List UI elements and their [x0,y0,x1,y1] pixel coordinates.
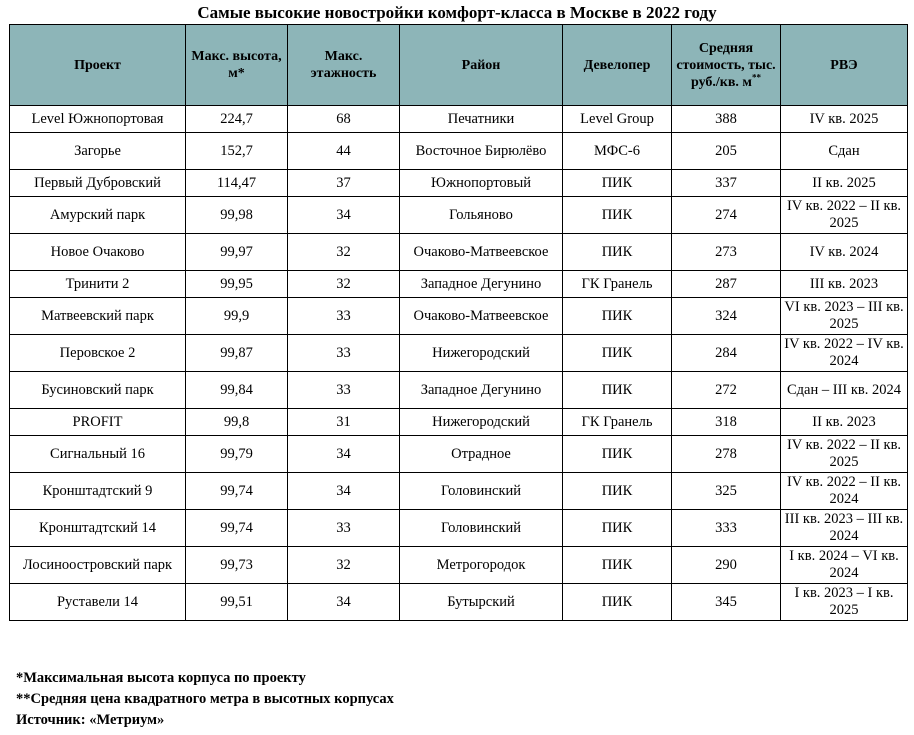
cell-height: 152,7 [186,133,288,170]
cell-developer: ГК Гранель [563,271,672,298]
table-row [10,372,908,409]
header-floors: Макс. этажность [288,25,400,106]
cell-project: Кронштадтский 14 [10,510,186,547]
cell-project: PROFIT [10,409,186,436]
cell-height: 224,7 [186,106,288,133]
cell-rve: IV кв. 2022 – II кв. 2024 [781,473,908,510]
table-row [10,584,908,621]
cell-price: 278 [672,436,781,473]
cell-developer: ПИК [563,473,672,510]
cell-rve: IV кв. 2022 – II кв. 2025 [781,197,908,234]
cell-floors: 34 [288,584,400,621]
cell-district: Южнопортовый [400,170,563,197]
cell-price: 333 [672,510,781,547]
cell-floors: 34 [288,197,400,234]
cell-price: 284 [672,335,781,372]
cell-developer: ПИК [563,298,672,335]
cell-rve: I кв. 2023 – I кв. 2025 [781,584,908,621]
cell-rve: IV кв. 2022 – II кв. 2025 [781,436,908,473]
cell-project: Загорье [10,133,186,170]
table-body [10,106,908,621]
cell-project: Кронштадтский 9 [10,473,186,510]
cell-rve: II кв. 2023 [781,409,908,436]
cell-price: 345 [672,584,781,621]
cell-project: Перовское 2 [10,335,186,372]
cell-height: 99,97 [186,234,288,271]
cell-price: 337 [672,170,781,197]
cell-floors: 32 [288,547,400,584]
cell-floors: 33 [288,510,400,547]
cell-district: Бутырский [400,584,563,621]
cell-project: Амурский парк [10,197,186,234]
cell-height: 99,74 [186,510,288,547]
footnotes [16,668,394,731]
cell-district: Восточное Бирюлёво [400,133,563,170]
table-row [10,436,908,473]
cell-height: 99,9 [186,298,288,335]
cell-rve: III кв. 2023 [781,271,908,298]
cell-district: Очаково-Матвеевское [400,234,563,271]
cell-developer: ПИК [563,510,672,547]
cell-floors: 31 [288,409,400,436]
header-rve: РВЭ [781,25,908,106]
cell-price: 287 [672,271,781,298]
cell-height: 99,87 [186,335,288,372]
cell-developer: ПИК [563,197,672,234]
cell-rve: VI кв. 2023 – III кв. 2025 [781,298,908,335]
cell-project: Первый Дубровский [10,170,186,197]
cell-floors: 32 [288,271,400,298]
header-district: Район [400,25,563,106]
cell-floors: 33 [288,335,400,372]
cell-price: 273 [672,234,781,271]
table-row [10,271,908,298]
cell-district: Западное Дегунино [400,372,563,409]
cell-district: Западное Дегунино [400,271,563,298]
cell-rve: IV кв. 2024 [781,234,908,271]
cell-price: 388 [672,106,781,133]
table-row [10,197,908,234]
cell-floors: 33 [288,372,400,409]
cell-project: Бусиновский парк [10,372,186,409]
cell-height: 99,74 [186,473,288,510]
cell-district: Печатники [400,106,563,133]
cell-rve: IV кв. 2022 – IV кв. 2024 [781,335,908,372]
cell-district: Головинский [400,473,563,510]
cell-price: 274 [672,197,781,234]
cell-height: 99,84 [186,372,288,409]
footnote-height: *Максимальная высота корпуса по проекту [16,670,306,686]
table-row [10,133,908,170]
cell-district: Нижегородский [400,335,563,372]
header-price-label: Средняя стоимость, тыс. руб./кв. м [676,40,776,90]
cell-floors: 34 [288,436,400,473]
cell-rve: Сдан – III кв. 2024 [781,372,908,409]
cell-developer: ПИК [563,436,672,473]
cell-height: 99,95 [186,271,288,298]
header-price [672,25,781,106]
header-project: Проект [10,25,186,106]
cell-price: 318 [672,409,781,436]
cell-district: Гольяново [400,197,563,234]
cell-project: Лосиноостровский парк [10,547,186,584]
header-price-footnote-mark: ** [751,71,761,82]
cell-price: 205 [672,133,781,170]
header-row [10,25,908,106]
cell-project: Level Южнопортовая [10,106,186,133]
cell-height: 99,79 [186,436,288,473]
cell-developer: Level Group [563,106,672,133]
footnote-price: **Средняя цена квадратного метра в высотных корпусах [16,691,394,707]
table-row [10,409,908,436]
table-row [10,234,908,271]
cell-floors: 44 [288,133,400,170]
cell-project: Тринити 2 [10,271,186,298]
cell-developer: ПИК [563,335,672,372]
cell-project: Новое Очаково [10,234,186,271]
cell-project: Руставели 14 [10,584,186,621]
cell-developer: ПИК [563,170,672,197]
table-row [10,335,908,372]
table-row [10,298,908,335]
cell-developer: ПИК [563,372,672,409]
cell-height: 99,73 [186,547,288,584]
cell-floors: 34 [288,473,400,510]
cell-district: Метрогородок [400,547,563,584]
cell-district: Отрадное [400,436,563,473]
cell-price: 324 [672,298,781,335]
cell-district: Нижегородский [400,409,563,436]
cell-rve: I кв. 2024 – VI кв. 2024 [781,547,908,584]
cell-developer: ПИК [563,234,672,271]
cell-floors: 37 [288,170,400,197]
cell-floors: 33 [288,298,400,335]
table-title: Самые высокие новостройки комфорт-класса в Москве в 2022 году [197,3,717,22]
table-row [10,547,908,584]
data-table [9,24,908,621]
cell-project: Матвеевский парк [10,298,186,335]
header-height: Макс. высота, м* [186,25,288,106]
cell-floors: 32 [288,234,400,271]
cell-district: Головинский [400,510,563,547]
cell-rve: II кв. 2025 [781,170,908,197]
cell-floors: 68 [288,106,400,133]
cell-height: 114,47 [186,170,288,197]
table-row [10,510,908,547]
cell-price: 272 [672,372,781,409]
cell-height: 99,98 [186,197,288,234]
cell-developer: ГК Гранель [563,409,672,436]
cell-developer: МФС-6 [563,133,672,170]
cell-price: 325 [672,473,781,510]
cell-district: Очаково-Матвеевское [400,298,563,335]
cell-developer: ПИК [563,584,672,621]
cell-project: Сигнальный 16 [10,436,186,473]
cell-price: 290 [672,547,781,584]
cell-height: 99,8 [186,409,288,436]
cell-developer: ПИК [563,547,672,584]
header-developer: Девелопер [563,25,672,106]
cell-rve: Сдан [781,133,908,170]
cell-rve: III кв. 2023 – III кв. 2024 [781,510,908,547]
table-row [10,170,908,197]
table-row [10,473,908,510]
cell-height: 99,51 [186,584,288,621]
source-note: Источник: «Метриум» [16,712,165,728]
cell-rve: IV кв. 2025 [781,106,908,133]
table-row [10,106,908,133]
